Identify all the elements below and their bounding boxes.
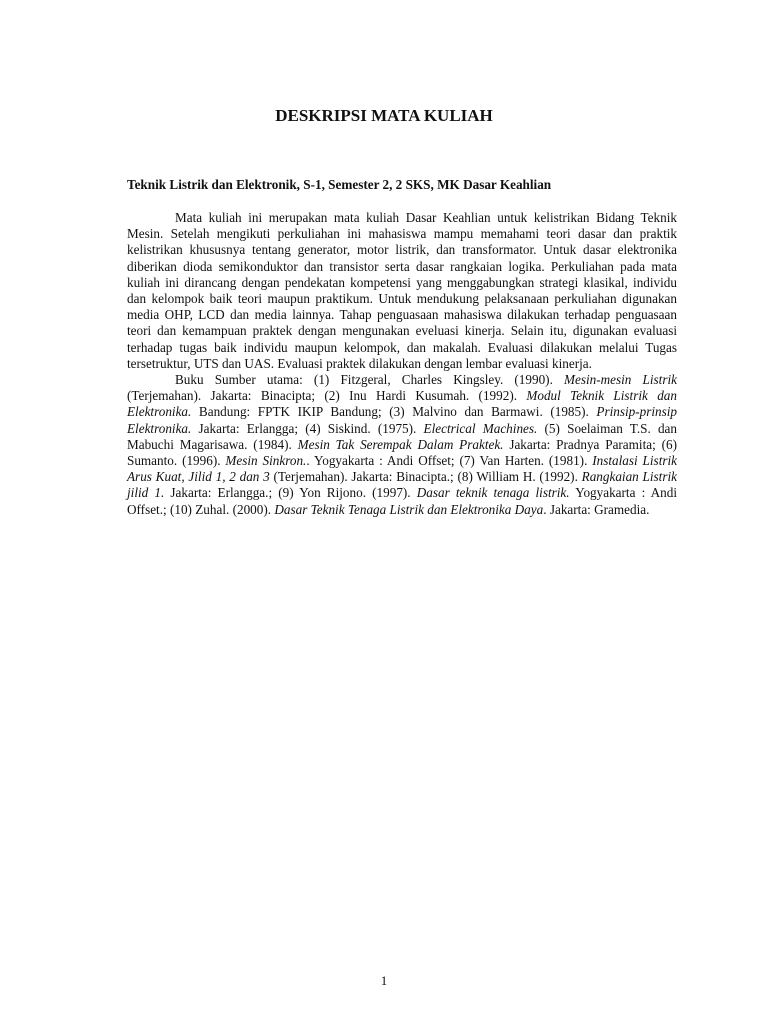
course-heading: Teknik Listrik dan Elektronik, S-1, Semester 2, 2 SKS, MK Dasar Keahlian [127,177,552,192]
reference-details: Yogyakarta : Andi Offset.; (10) Zuhal. (2000). [127,485,678,517]
reference-title: Mesin-mesin Listrik [564,372,677,388]
reference-details: . Jakarta: Gramedia. [543,501,650,517]
reference-title: Modul Teknik Listrik dan Elektronika. [127,388,677,420]
reference-details: Jakarta: Pradnya Paramita; (6) Sumanto. (1996). [127,436,677,469]
course-description-paragraph: Mata kuliah ini merupakan mata kuliah Dasar Keahlian untuk kelistrikan Bidang Teknik Mesin. Setelah mengikuti perkuliahan ini mahasiswa mampu memahami teori dasar dan praktik kelistrikan khususnya tentang generator, motor listrik, dan transformator. Untuk dasar elektronika diberikan dioda semikonduktor dan transistor serta dasar rangkaian logika. Perkuliahan pada mata kuliah ini dirancang dengan pendekatan kompetensi yang menggabungkan strategi klasikal, individu dan kelompok baik teori maupun praktikum. Untuk mendukung pelaksanaan perkuliahan digunakan media OHP, LCD dan media lainnya. Tahap penguasaan mahasiswa dilakukan terhadap penguasaan teori dan kemampuan praktek dengan mengunakan eveluasi kinerja. Selain itu, digunakan evaluasi terhadap tugas baik individu maupun kelompok, dan makalah. Evaluasi dilakukan melalui Tugas tersetruktur, UTS dan UAS. Evaluasi praktek dilakukan dengan lembar evaluasi kinerja. [127,210,677,371]
reference-title: Electrical Machines. [423,420,538,436]
reference-title: Mesin Tak Serempak Dalam Praktek. [297,436,504,452]
reference-title: Prinsip-prinsip Elektronika. [127,404,677,436]
reference-details: Jakarta: Erlangga.; (9) Yon Rijono. (1997). [164,485,417,501]
reference-title: Mesin Sinkron. [225,453,307,469]
document-body [127,210,677,518]
reference-title: Dasar teknik tenaga listrik. [416,485,570,501]
references-intro: Buku Sumber utama: (1) Fitzgeral, Charles Kingsley. (1990). [175,372,565,388]
reference-details: (Terjemahan). Jakarta: Binacipta.; (8) William H. (1992). [269,469,582,485]
reference-details: (Terjemahan). Jakarta: Binacipta; (2) Inu Hardi Kusumah. (1992). [127,388,527,404]
reference-details: Jakarta: Erlangga; (4) Siskind. (1975). [191,420,424,436]
reference-title: Dasar Teknik Tenaga Listrik dan Elektronika Daya [274,501,544,517]
references-paragraph [127,372,677,518]
reference-title: Instalasi Listrik Arus Kuat, Jilid 1, 2 dan 3 [127,453,678,485]
reference-details: . Yogyakarta : Andi Offset; (7) Van Harten. (1981). [306,453,593,469]
reference-title: Rangkaian Listrik jilid 1. [127,469,677,501]
page-number: 1 [380,973,388,988]
reference-details: (5) Soelaiman T.S. dan Mabuchi Magarisawa. (1984). [127,420,678,452]
reference-details: Bandung: FPTK IKIP Bandung; (3) Malvino dan Barmawi. (1985). [191,404,597,420]
page-title: DESKRIPSI MATA KULIAH [275,106,493,125]
